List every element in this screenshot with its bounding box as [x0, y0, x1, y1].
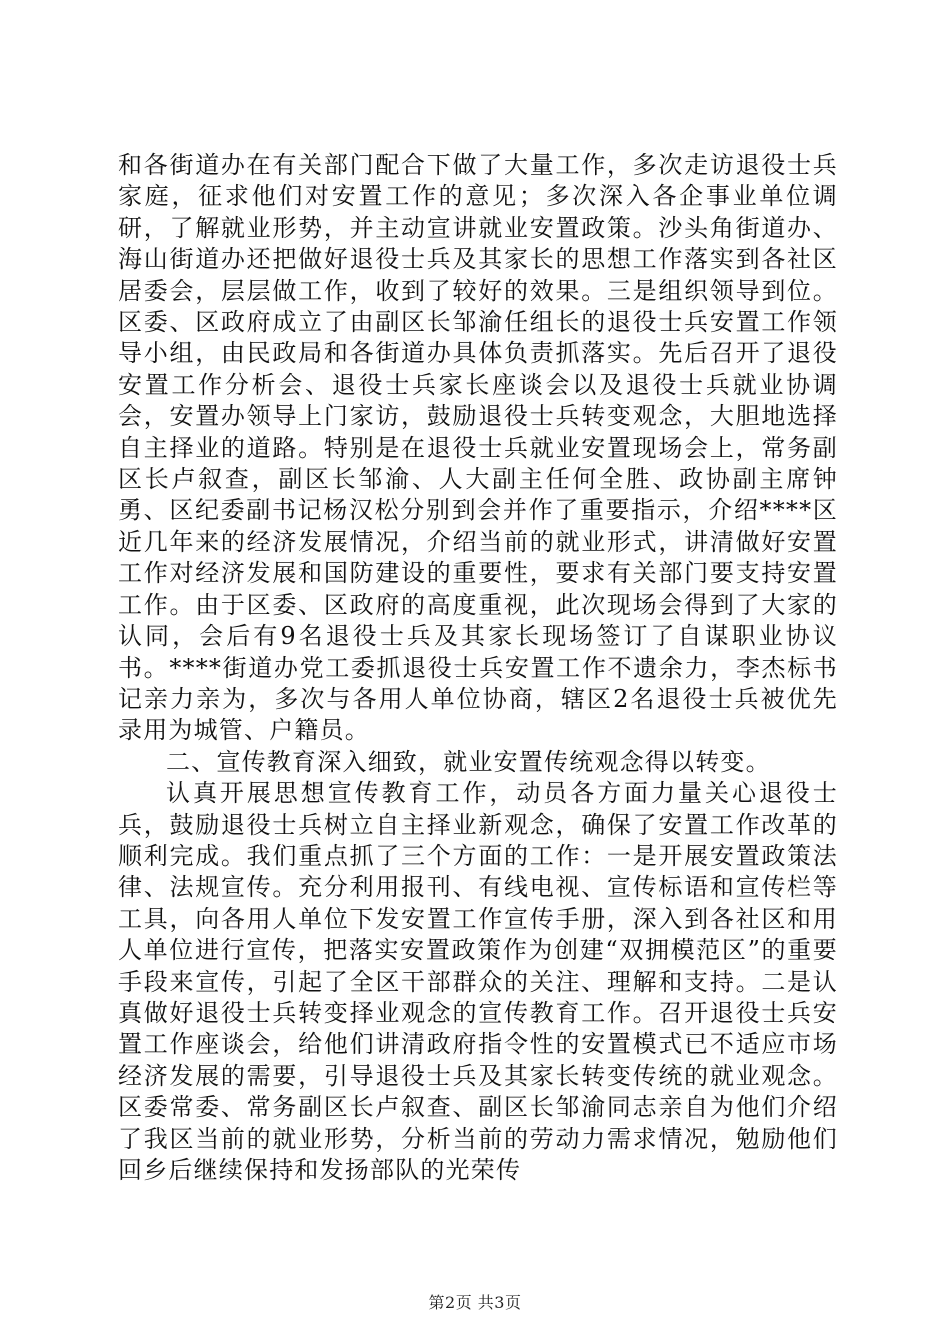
section-heading: 二、宣传教育深入细致，就业安置传统观念得以转变。	[166, 747, 771, 776]
page-number-label: 第2页 共3页	[428, 1293, 522, 1312]
page-footer	[0, 1290, 950, 1313]
body-paragraph-continued: 和各街道办在有关部门配合下做了大量工作，多次走访退役士兵家庭，征求他们对安置工作的意见；多次深入各企事业单位调研，了解就业形势，并主动宣讲就业安置政策。沙头角街道办、海山街道办还把做好退役士兵及其家长的思想工作落实到各社区居委会，层层做工作，收到了较好的效果。三是组织领导到位。区委、区政府成立了由副区长邹渝任组长的退役士兵安置工作领导小组，由民政局和各街道办具体负责抓落实。先后召开了退役安置工作分析会、退役士兵家长座谈会以及退役士兵就业协调会，安置办领导上门家访，鼓励退役士兵转变观念，大胆地选择自主择业的道路。特别是在退役士兵就业安置现场会上，常务副区长卢叙查，副区长邹渝、人大副主任何全胜、政协副主席钟勇、区纪委副书记杨汉松分别到会并作了重要指示，介绍****区近几年来的经济发展情况，介绍当前的就业形式，讲清做好安置工作对经济发展和国防建设的重要性，要求有关部门要支持安置工作。由于区委、区政府的高度重视，此次现场会得到了大家的认同，会后有9名退役士兵及其家长现场签订了自谋职业协议书。****街道办党工委抓退役士兵安置工作不遗余力，李杰标书记亲力亲为，多次与各用人单位协商，辖区2名退役士兵被优先录用为城管、户籍员。	[118, 151, 838, 745]
document-body	[118, 150, 838, 1186]
body-paragraph: 认真开展思想宣传教育工作，动员各方面力量关心退役士兵，鼓励退役士兵树立自主择业新观念，确保了安置工作改革的顺利完成。我们重点抓了三个方面的工作：一是开展安置政策法律、法规宣传。充分利用报刊、有线电视、宣传标语和宣传栏等工具，向各用人单位下发安置工作宣传手册，深入到各社区和用人单位进行宣传，把落实安置政策作为创建“双拥模范区”的重要手段来宣传，引起了全区干部群众的关注、理解和支持。二是认真做好退役士兵转变择业观念的宣传教育工作。召开退役士兵安置工作座谈会，给他们讲清政府指令性的安置模式已不适应市场经济发展的需要，引导退役士兵及其家长转变传统的就业观念。区委常委、常务副区长卢叙查、副区长邹渝同志亲自为他们介绍了我区当前的就业形势，分析当前的劳动力需求情况，勉励他们回乡后继续保持和发扬部队的光荣传	[118, 779, 838, 1184]
